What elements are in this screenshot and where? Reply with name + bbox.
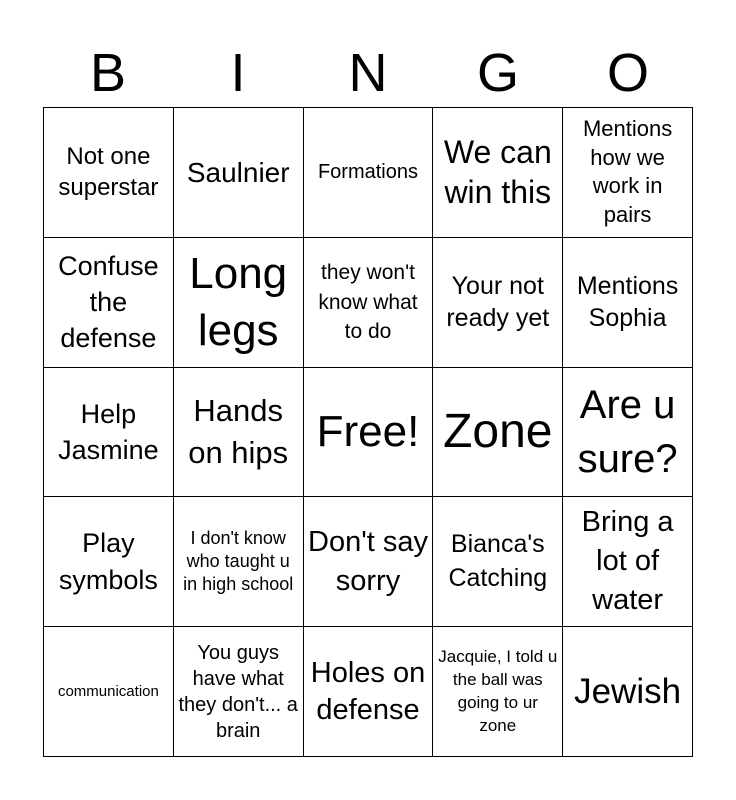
bingo-cell[interactable]: [44, 368, 174, 498]
bingo-cell-label: Zone: [443, 405, 553, 459]
bingo-cell[interactable]: [44, 627, 174, 757]
bingo-cell-label: Mentions Sophia: [576, 271, 679, 333]
header-letter-n: N: [348, 43, 388, 103]
bingo-cell[interactable]: [563, 368, 693, 498]
bingo-cell-label: Long legs: [189, 249, 288, 356]
bingo-header: [43, 40, 693, 106]
bingo-cell[interactable]: [174, 368, 304, 498]
bingo-cell-label: Your not ready yet: [446, 271, 550, 333]
bingo-cell-label: Play symbols: [58, 528, 158, 595]
bingo-cell-label: Bring a lot of water: [581, 506, 674, 617]
bingo-cell[interactable]: [44, 497, 174, 627]
bingo-cell-label: Help Jasmine: [58, 398, 159, 465]
bingo-cell[interactable]: [174, 627, 304, 757]
bingo-cell[interactable]: [433, 238, 563, 368]
bingo-cell-label: Free!: [316, 406, 420, 456]
bingo-cell-label: Saulnier: [186, 156, 290, 188]
header-letter-g: G: [476, 43, 519, 103]
bingo-cell-label: You guys have what they don't... a brain: [178, 641, 298, 742]
bingo-cell-label: Jewish: [574, 671, 682, 711]
bingo-cell-label: Jacquie, I told u the ball was going to ur zone: [438, 646, 558, 735]
bingo-cell-label: Holes on defense: [310, 657, 426, 726]
bingo-cell[interactable]: [44, 108, 174, 238]
bingo-cell[interactable]: [304, 497, 434, 627]
bingo-cell-label: Hands on hips: [188, 393, 289, 470]
bingo-cell[interactable]: [563, 108, 693, 238]
bingo-cell-label: communication: [57, 682, 159, 700]
bingo-cell-label: Bianca's Catching: [448, 530, 548, 592]
bingo-cell-label: Are u sure?: [577, 382, 678, 481]
header-letter-b: B: [89, 43, 127, 103]
bingo-cell[interactable]: [563, 238, 693, 368]
bingo-cell-label: Mentions how we work in pairs: [582, 116, 673, 227]
bingo-cell-label: I don't know who taught u in high school: [183, 527, 294, 595]
bingo-cell[interactable]: [44, 238, 174, 368]
bingo-cell[interactable]: [433, 497, 563, 627]
bingo-cell[interactable]: [174, 108, 304, 238]
bingo-cell-label: Don't say sorry: [308, 525, 428, 597]
bingo-cell[interactable]: [304, 238, 434, 368]
header-letter-o: O: [606, 43, 649, 103]
bingo-cell[interactable]: [174, 238, 304, 368]
bingo-cell[interactable]: [433, 627, 563, 757]
bingo-cell[interactable]: [433, 368, 563, 498]
bingo-cell-label: Formations: [317, 161, 418, 184]
bingo-cell-label: they won't know what to do: [318, 261, 418, 343]
bingo-cell[interactable]: [304, 108, 434, 238]
bingo-board: [43, 107, 693, 757]
bingo-cell[interactable]: [304, 368, 434, 498]
bingo-cell-label: Confuse the defense: [58, 250, 159, 354]
bingo-cell[interactable]: [174, 497, 304, 627]
bingo-cell-label: Not one superstar: [58, 143, 159, 202]
header-letter-i: I: [230, 43, 246, 103]
bingo-cell[interactable]: [563, 497, 693, 627]
bingo-cell-label: We can win this: [443, 134, 552, 211]
bingo-cell[interactable]: [563, 627, 693, 757]
bingo-cell[interactable]: [304, 627, 434, 757]
bingo-cell[interactable]: [433, 108, 563, 238]
